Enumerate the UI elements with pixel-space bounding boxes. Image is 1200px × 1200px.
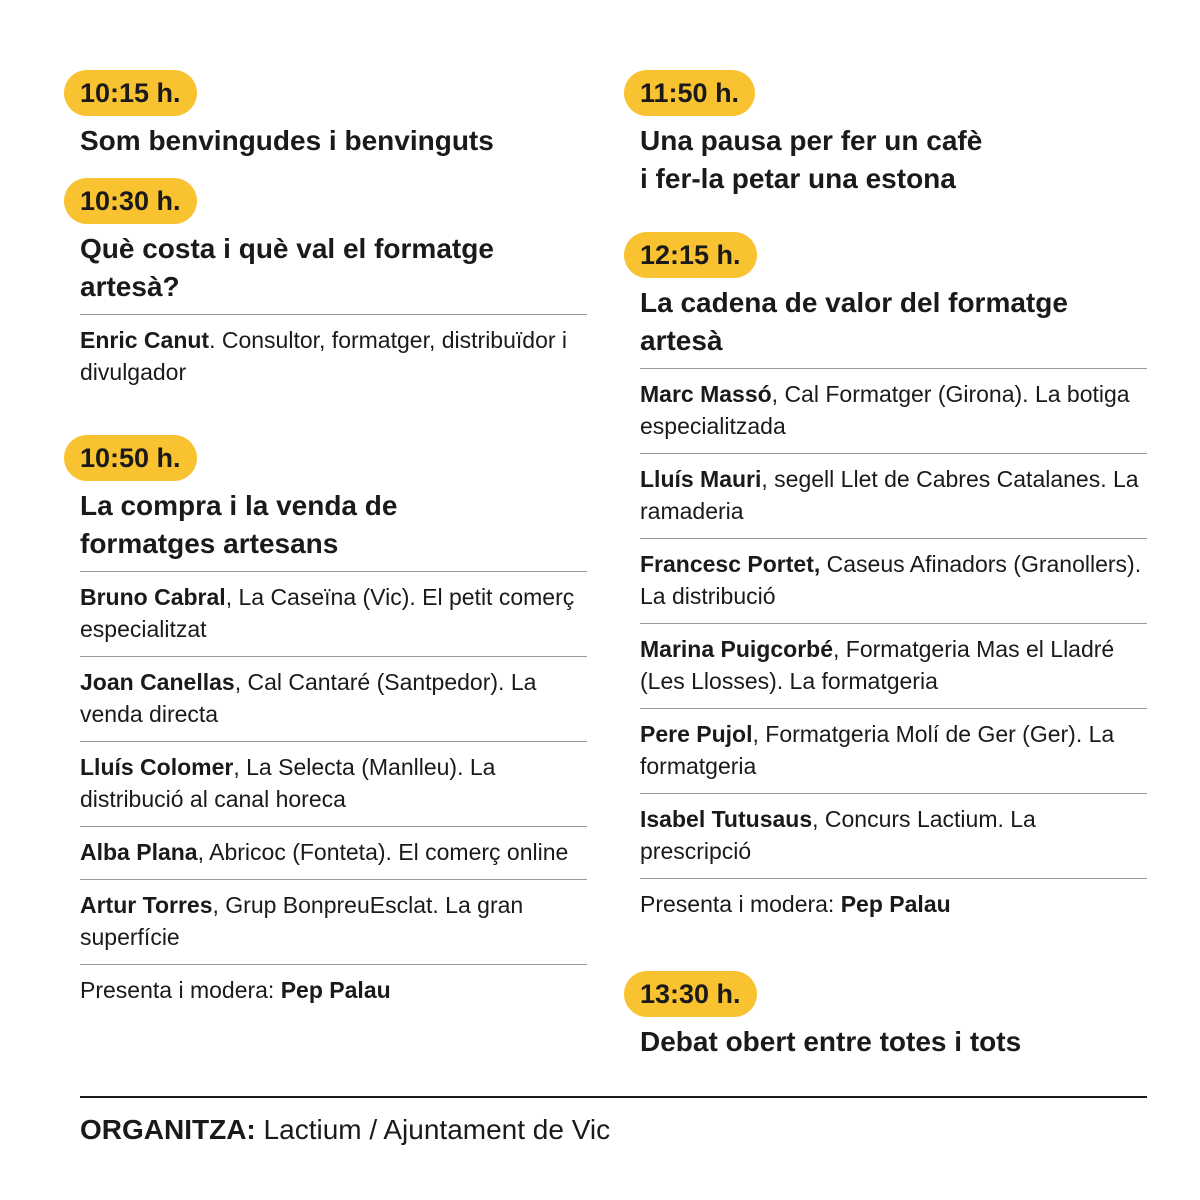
speaker-desc: , Cal Cantaré (Santpedor). La venda directa bbox=[80, 669, 537, 727]
agenda-block bbox=[640, 232, 1147, 931]
agenda-block bbox=[80, 435, 587, 1017]
speaker-desc: , Abricoc (Fonteta). El comerç online bbox=[197, 839, 569, 865]
agenda-block bbox=[80, 178, 587, 399]
session-title: Una pausa per fer un cafè i fer-la petar una estona bbox=[640, 125, 983, 194]
speaker-name: Joan Canellas bbox=[80, 669, 235, 695]
speaker-desc: , Cal Formatger (Girona). La botiga especialitzada bbox=[640, 381, 1130, 439]
time-badge: 13:30 h. bbox=[624, 971, 757, 1017]
speaker-desc: . Consultor, formatger, distribuïdor i divulgador bbox=[80, 327, 568, 385]
speaker-item bbox=[80, 826, 587, 879]
time-badge: 10:50 h. bbox=[64, 435, 197, 481]
agenda-block bbox=[640, 971, 1147, 1061]
speaker-name: Bruno Cabral bbox=[80, 584, 226, 610]
speaker-item bbox=[640, 623, 1147, 708]
speaker-desc: , segell Llet de Cabres Catalanes. La ramaderia bbox=[640, 466, 1139, 524]
speaker-name: Francesc Portet, bbox=[640, 551, 821, 577]
speaker-list bbox=[640, 368, 1147, 931]
session-title: La cadena de valor del formatge artesà bbox=[640, 287, 1068, 356]
session-title: Som benvingudes i benvinguts bbox=[80, 125, 494, 156]
speaker-item bbox=[640, 793, 1147, 878]
session-title: La compra i la venda de formatges artesans bbox=[80, 490, 398, 559]
moderator-label: Presenta i modera: bbox=[640, 891, 841, 917]
moderator-line bbox=[80, 964, 587, 1017]
footer-text: Lactium / Ajuntament de Vic bbox=[255, 1114, 611, 1145]
speaker-list bbox=[80, 571, 587, 1017]
agenda-block bbox=[80, 70, 587, 160]
footer bbox=[80, 1112, 610, 1148]
agenda-block bbox=[640, 70, 1147, 198]
time-badge: 10:15 h. bbox=[64, 70, 197, 116]
left-column bbox=[80, 70, 587, 1039]
footer-label: ORGANITZA: bbox=[80, 1114, 256, 1145]
speaker-name: Marina Puigcorbé bbox=[640, 636, 833, 662]
moderator-label: Presenta i modera: bbox=[80, 977, 281, 1003]
time-badge: 11:50 h. bbox=[624, 70, 755, 116]
moderator-name: Pep Palau bbox=[280, 977, 391, 1003]
speaker-name: Artur Torres bbox=[80, 892, 213, 918]
right-column bbox=[640, 70, 1147, 1083]
footer-divider bbox=[80, 1096, 1147, 1098]
speaker-name: Marc Massó bbox=[640, 381, 772, 407]
speaker-name: Isabel Tutusaus bbox=[640, 806, 813, 832]
session-title: Debat obert entre totes i tots bbox=[640, 1026, 1022, 1057]
speaker-item bbox=[80, 571, 587, 656]
speaker-item bbox=[80, 741, 587, 826]
speaker-item bbox=[640, 708, 1147, 793]
speaker-desc: , La Caseïna (Vic). El petit comerç especialitzat bbox=[80, 584, 575, 642]
time-badge: 10:30 h. bbox=[64, 178, 197, 224]
speaker-desc: , Formatgeria Mas el Lladré (Les Llosses). La formatgeria bbox=[640, 636, 1115, 694]
session-title: Què costa i què val el formatge artesà? bbox=[80, 233, 494, 302]
speaker-item bbox=[640, 453, 1147, 538]
speaker-desc: Caseus Afinadors (Granollers). La distribució bbox=[640, 551, 1142, 609]
speaker-name: Lluís Colomer bbox=[80, 754, 234, 780]
moderator-line bbox=[640, 878, 1147, 931]
speaker-item bbox=[80, 314, 587, 399]
speaker-desc: , Grup BonpreuEsclat. La gran superfície bbox=[80, 892, 524, 950]
speaker-name: Enric Canut bbox=[80, 327, 210, 353]
speaker-list bbox=[80, 314, 587, 399]
speaker-desc: , Concurs Lactium. La prescripció bbox=[640, 806, 1036, 864]
speaker-desc: , La Selecta (Manlleu). La distribució al canal horeca bbox=[80, 754, 496, 812]
speaker-name: Lluís Mauri bbox=[640, 466, 762, 492]
speaker-item bbox=[80, 656, 587, 741]
speaker-name: Alba Plana bbox=[80, 839, 198, 865]
speaker-desc: , Formatgeria Molí de Ger (Ger). La formatgeria bbox=[640, 721, 1115, 779]
moderator-name: Pep Palau bbox=[840, 891, 951, 917]
speaker-item bbox=[80, 879, 587, 964]
time-badge: 12:15 h. bbox=[624, 232, 757, 278]
speaker-name: Pere Pujol bbox=[640, 721, 753, 747]
speaker-item bbox=[640, 538, 1147, 623]
speaker-item bbox=[640, 368, 1147, 453]
